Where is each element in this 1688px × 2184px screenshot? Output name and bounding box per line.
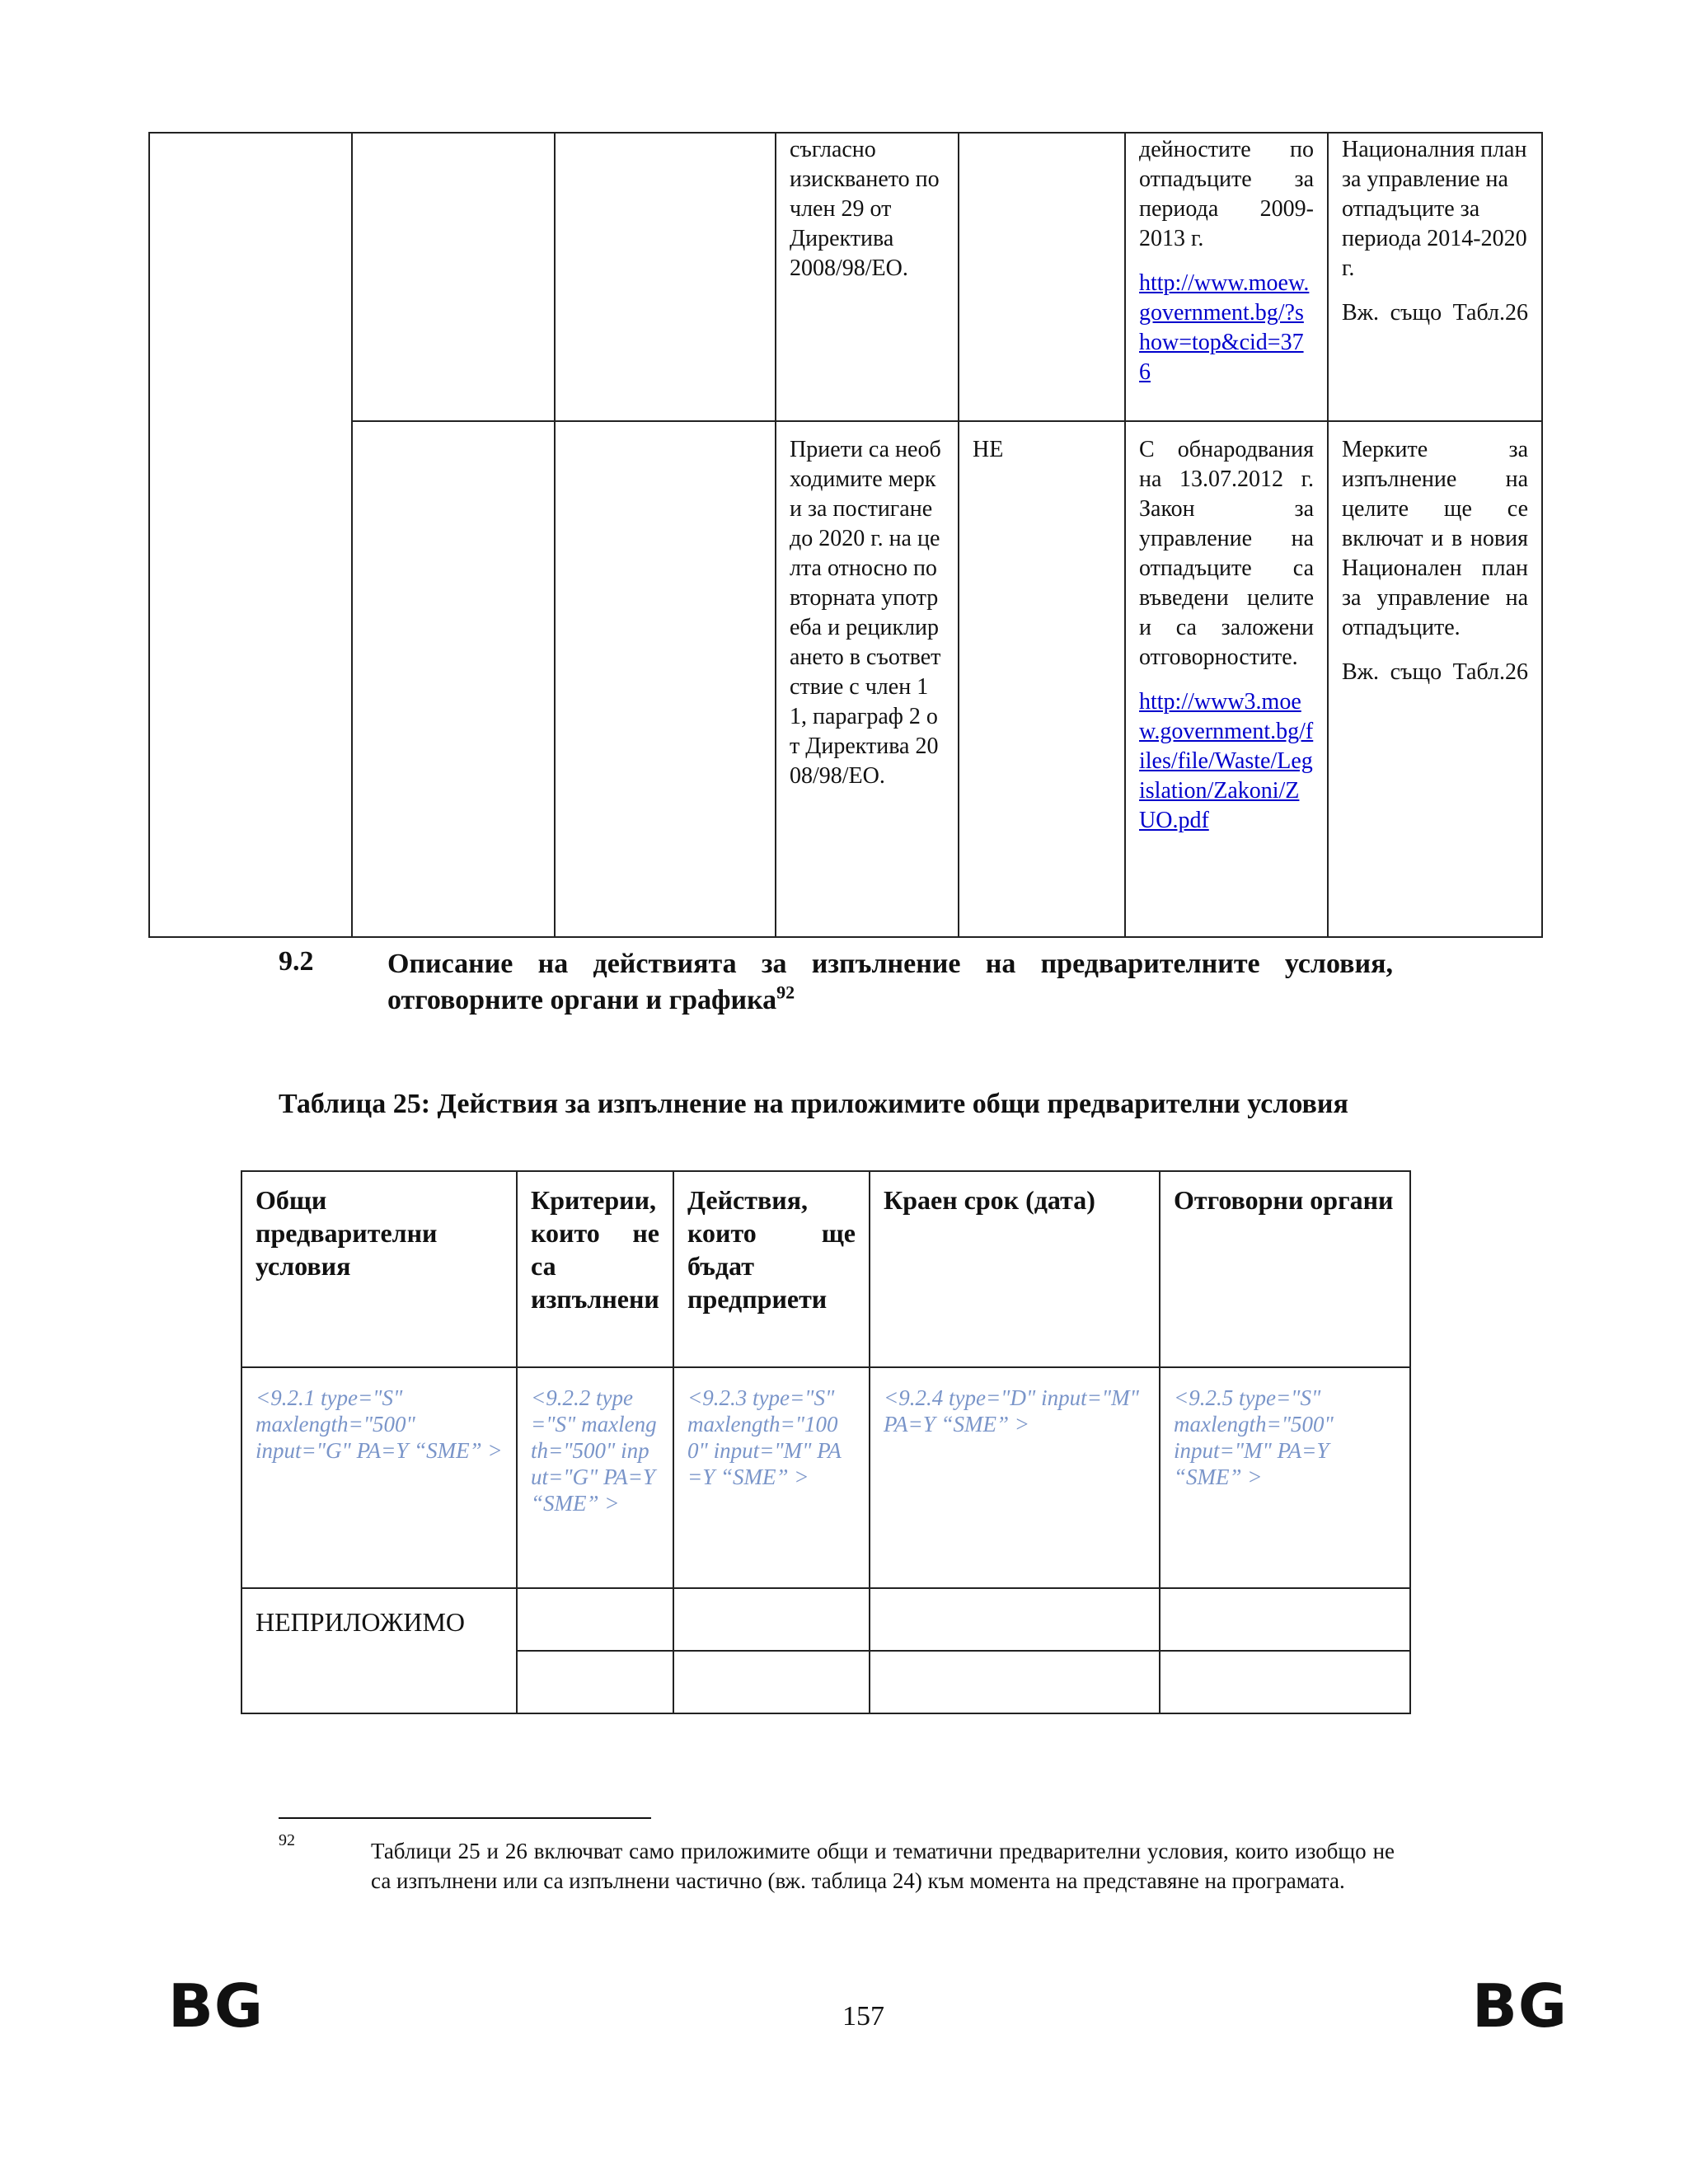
footnote-ref[interactable]: 92: [776, 982, 795, 1003]
page-number: 157: [842, 2001, 884, 2032]
column-header: Отговорни органи: [1160, 1171, 1410, 1367]
table-cell: [1160, 1651, 1410, 1713]
table-cell: [776, 421, 959, 937]
field-tag: <9.2.5 type="S" maxlength="500" input="M" PA=Y “SME” >: [1160, 1367, 1410, 1588]
footnote-number: 92: [279, 1831, 295, 1849]
table-cell: [517, 1651, 673, 1713]
table-cell: [673, 1651, 870, 1713]
table-cell: [870, 1651, 1160, 1713]
field-tag: <9.2.4 type="D" input="M" PA=Y “SME” >: [870, 1367, 1160, 1588]
continuation-table: [148, 132, 1543, 938]
not-applicable-cell: НЕПРИЛОЖИМО: [241, 1588, 517, 1713]
table-cell: [959, 421, 1125, 937]
table-cell: [870, 1588, 1160, 1651]
table-cell: [517, 1588, 673, 1651]
table-cell: [1125, 421, 1328, 937]
criterion-text: съгласно изискването по член 29 от Директива 2008/98/ЕО.: [790, 137, 940, 281]
explanation-text: Националния план за управление на отпадъците за периода 2014-2020 г.: [1342, 137, 1527, 281]
section-title: [387, 946, 1393, 1019]
table-row: [241, 1367, 1410, 1588]
table-cell: [776, 133, 959, 421]
reference-link-wrap: [1139, 687, 1314, 836]
table-cell: [673, 1588, 870, 1651]
ex-ante-actions-table: [241, 1170, 1411, 1714]
reference-link-wrap: [1139, 269, 1314, 387]
column-header: Краен срок (дата): [870, 1171, 1160, 1367]
column-header: Действия, които ще бъдат предприети: [673, 1171, 870, 1367]
table-cell: [1328, 421, 1542, 937]
table-cell: [1125, 133, 1328, 421]
table-cell: [149, 133, 352, 937]
table-cell: [1328, 133, 1542, 421]
section-title-text: Описание на действията за изпълнение на предварителните условия, отговорните органи и графика: [387, 949, 1393, 1015]
table-row: [149, 133, 1542, 421]
language-mark-right: BG: [1472, 1971, 1568, 2041]
table-cell: [1160, 1588, 1410, 1651]
criterion-text: Приети са необходимите мерки за постигане до 2020 г. на целта относно повторната употреба и рециклирането в съответствие с член 11, параграф 2 от Директива 2008/98/ЕО.: [790, 437, 941, 789]
table-cell: [352, 133, 555, 421]
table-row: [149, 421, 1542, 937]
table-caption: Таблица 25: Действия за изпълнение на приложимите общи предварителни условия: [279, 1089, 1348, 1119]
table-row: [241, 1588, 1410, 1651]
table-cell: [555, 133, 776, 421]
table-cell: [555, 421, 776, 937]
language-mark-left: BG: [168, 1971, 264, 2041]
table-cell: [352, 421, 555, 937]
reference-text: дейностите по отпадъците за периода 2009-2013 г.: [1139, 137, 1314, 251]
reference-link[interactable]: http://www.moew.government.bg/?show=top&cid=376: [1139, 270, 1310, 385]
table-cell: [959, 133, 1125, 421]
reference-link[interactable]: http://www3.moew.government.bg/files/file/Waste/Legislation/Zakoni/ZUO.pdf: [1139, 689, 1314, 833]
section-number: 9.2: [279, 946, 314, 977]
table-header-row: [241, 1171, 1410, 1367]
field-tag: <9.2.3 type="S" maxlength="1000" input="M" PA=Y “SME” >: [673, 1367, 870, 1588]
explanation-ref: Вж. също Табл.26: [1342, 300, 1528, 326]
field-tag: <9.2.2 type="S" maxlength="500" input="G" PA=Y “SME” >: [517, 1367, 673, 1588]
explanation-text: Мерките за изпълнение на целите ще се включат и в новия Национален план за управление на отпадъците.: [1342, 437, 1528, 640]
column-header: Критерии, които не са изпълнени: [517, 1171, 673, 1367]
explanation-ref: Вж. също Табл.26: [1342, 659, 1528, 685]
field-tag: <9.2.1 type="S" maxlength="500" input="G" PA=Y “SME” >: [241, 1367, 517, 1588]
column-header: Общи предварителни условия: [241, 1171, 517, 1367]
footnote-text: Таблици 25 и 26 включват само приложимите общи и тематични предварителни условия, които изобщо не са изпълнени или са изпълнени частично (вж. таблица 24) към момента на представяне на програмата.: [371, 1839, 1395, 1893]
fulfilled-value: НЕ: [973, 437, 1004, 462]
footnote-separator: [279, 1817, 651, 1819]
reference-text: С обнародвания на 13.07.2012 г. Закон за управление на отпадъците са въведени целите и са заложени отговорностите.: [1139, 437, 1314, 670]
